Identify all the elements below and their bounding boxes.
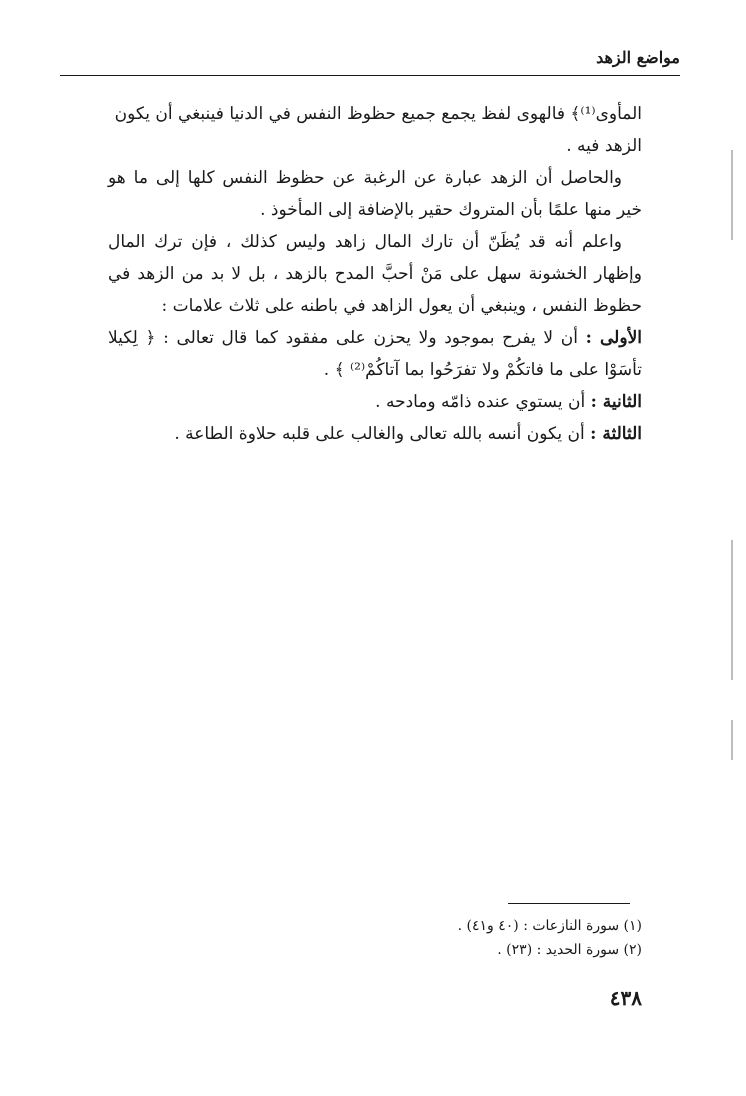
main-text [108, 98, 642, 450]
paragraph-3: واعلم أنه قد يُظَنّ أن تارك المال زاهد وليس كذلك ، فإن ترك المال وإظهار الخشونة سهل على مَنْ أحبَّ المدح بالزهد ، بل لا بد من الزهد في حظوظ النفس ، وينبغي أن يعول الزاهد في باطنه على ثلاث علامات : [108, 232, 642, 316]
sign-1-text: أن لا يفرح بموجود ولا يحزن على مفقود كما قال تعالى : ﴿ لِكيلا تأسَوْا على ما فاتكُمْ ولا تفرَحُوا بما آتاكُمْ⁽²⁾ ﴾ . [108, 328, 642, 380]
scan-edge-mark [731, 720, 733, 760]
footnote-rule [508, 903, 630, 904]
paragraph-2: والحاصل أن الزهد عبارة عن الرغبة عن حظوظ النفس كلها إلى ما هو خير منها علمًا بأن المتروك حقير بالإضافة إلى المأخوذ . [108, 168, 642, 220]
paragraph-1-line-2: الزهد فيه . [566, 136, 642, 156]
scan-edge-mark [731, 540, 733, 680]
sign-2-text: أن يستوي عنده ذامّه ومادحه . [375, 392, 586, 412]
scan-edge-mark [731, 150, 733, 240]
sign-1-label: الأولى : [585, 328, 642, 348]
sign-2-label: الثانية : [590, 392, 642, 412]
header-rule [60, 75, 680, 76]
sign-2 [108, 386, 642, 418]
running-header: مواضع الزهد [596, 48, 680, 67]
footnote-2: (٢) سورة الحديد : (٢٣) . [497, 942, 642, 958]
footnotes [342, 914, 642, 962]
paragraph-1-line-1: المأوى⁽¹⁾﴾ فالهوى لفظ يجمع جميع حظوظ النفس في الدنيا فينبغي أن يكون [114, 104, 642, 124]
footnote-1: (١) سورة النازعات : (٤٠ و٤١) . [457, 918, 642, 934]
sign-3 [108, 418, 642, 450]
sign-3-label: الثالثة : [590, 424, 642, 444]
page-number: ٤٣٨ [609, 986, 642, 1010]
sign-1 [108, 322, 642, 386]
sign-3-text: أن يكون أنسه بالله تعالى والغالب على قلبه حلاوة الطاعة . [174, 424, 585, 444]
